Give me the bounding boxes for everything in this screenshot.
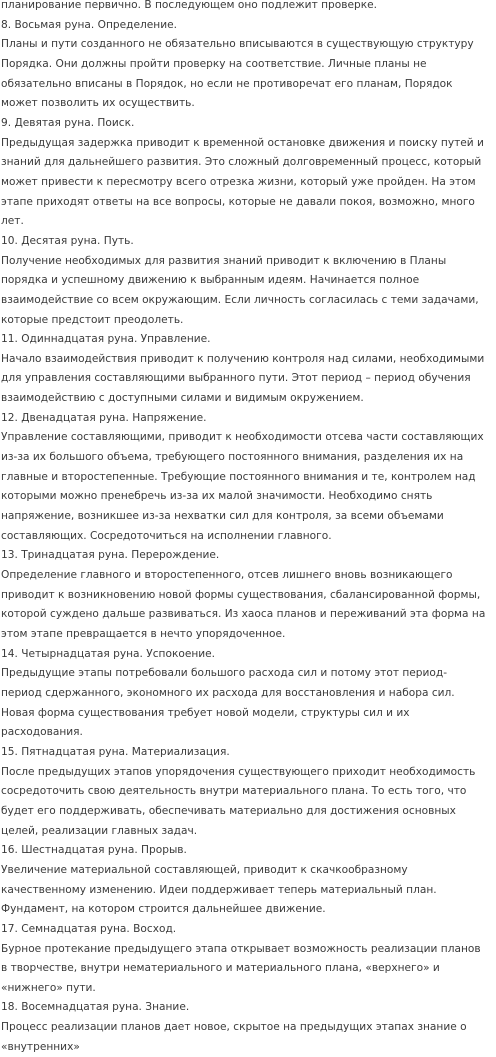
rune-heading-9: 9. Девятая руна. Поиск. — [1, 116, 135, 129]
rune-heading-8: 8. Восьмая руна. Определение. — [1, 18, 177, 31]
rune-text-10: Получение необходимых для развития знаний приводит к включению в Планы порядка и успешному движению к выбранным идеям. Начинается полное взаимодействие со всем окружающим. Если личность согласилась с теми задачами, которые предстоит преодолеть. — [1, 254, 479, 326]
rune-text-8: Планы и пути созданного не обязательно вписываются в существующую структуру Порядка. Они должны пройти проверку на соответствие. Личные планы не обязательно вписаны в Порядок, но если не противоречат его планам, Порядок может позволить их осуществить. — [1, 38, 474, 110]
rune-text-15: После предыдущих этапов упорядочения существующего приходит необходимость сосредоточить свою деятельность внутри материального плана. То есть того, что будет его поддерживать, обеспечивать материально для достижения основных целей, реализации главных задач. — [1, 765, 476, 837]
rune-heading-15: 15. Пятнадцатая руна. Материализация. — [1, 745, 230, 758]
rune-text-14: Предыдущие этапы потребовали большого расхода сил и потому этот период- период сдержанного, экономного их расхода для восстановления и набора сил. Новая форма существования требует новой модели, структуры сил и их расходования. — [1, 667, 455, 739]
rune-heading-11: 11. Одиннадцатая руна. Управление. — [1, 333, 211, 346]
rune-heading-14: 14. Четырнадцатая руна. Успокоение. — [1, 647, 216, 660]
rune-text-18: Процесс реализации планов дает новое, скрытое на предыдущих этапах знание о «внутренних» — [1, 1021, 467, 1053]
rune-heading-17: 17. Семнадцатая руна. Восход. — [1, 922, 177, 935]
rune-text-9: Предыдущая задержка приводит к временной остановке движения и поиску путей и знаний для дальнейшего развития. Это сложный долговременный процесс, который может привести к пересмотру всего отрезка жизни, который уже пройден. На этом этапе приходят ответы на все вопросы, которые не давали покоя, возможно, много лет. — [1, 136, 484, 228]
rune-heading-13: 13. Тринадцатая руна. Перерождение. — [1, 549, 220, 562]
rune-text-12: Управление составляющими, приводит к необходимости отсева части составляющих из-за их большого объема, требующего постоянного внимания, разделения их на главные и второстепенные. Требующие постоянного внимания и те, контролем над которыми можно пренебречь из-за их малой значимости. Необходимо снять напряжение, возникшее из-за нехватки сил для контроля, за всеми объемами составляющих. Сосредоточиться на исполнении главного. — [1, 431, 484, 542]
rune-text-11: Начало взаимодействия приводит к получению контроля над силами, необходимыми для управления составляющими выбранного пути. Этот период – период обучения взаимодействию с доступными силами и видимым окружением. — [1, 352, 485, 405]
rune-heading-10: 10. Десятая руна. Путь. — [1, 234, 134, 247]
rune-text-13: Определение главного и второстепенного, отсев лишнего вновь возникающего приводит к возникновению новой формы существования, сбалансированной формы, которой суждено дальше развиваться. Из хаоса планов и переживаний эта форма на этом этапе превращается в нечто упорядоченное. — [1, 569, 486, 640]
rune-heading-12: 12. Двенадцатая руна. Напряжение. — [1, 411, 207, 424]
rune-heading-16: 16. Шестнадцатая руна. Прорыв. — [1, 844, 187, 857]
rune-text-17: Бурное протекание предыдущего этапа открывает возможность реализации планов в творчестве, внутри нематериального и материального плана, «верхнего» и «нижнего» пути. — [1, 942, 481, 994]
rune-heading-18: 18. Восемнадцатая руна. Знание. — [1, 1001, 190, 1014]
paragraph-continuation: планирование первично. В последующем оно подлежит проверке. — [1, 0, 378, 11]
rune-text-16: Увеличение материальной составляющей, приводит к скачкообразному качественному изменению. Идеи поддерживает теперь материальный план. Фундамент, на котором строится дальнейшее движение. — [1, 863, 437, 916]
